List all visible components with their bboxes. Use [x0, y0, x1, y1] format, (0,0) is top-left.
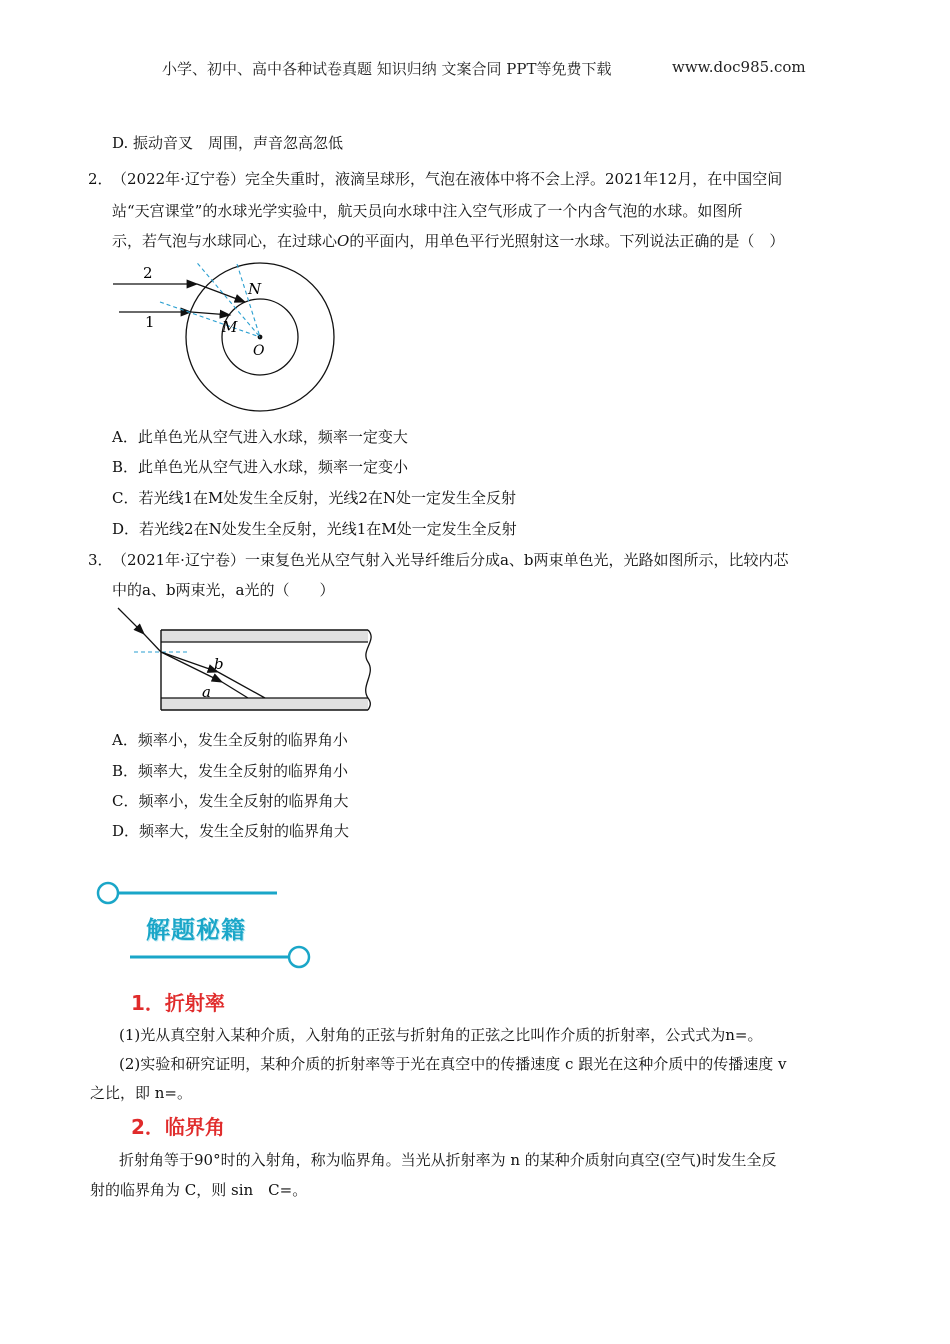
point-n-label: N	[248, 280, 262, 298]
q2-number: 2．	[88, 170, 113, 188]
point-m-label: M	[222, 318, 238, 336]
q2-option-b: B．此单色光从空气进入水球，频率一定变小	[112, 458, 409, 476]
header-left-text: 小学、初中、高中各种试卷真题 知识归纳 文案合同 PPT等免费下载	[162, 60, 612, 78]
q2-line3-b: 的平面内，用单色平行光照射这一水球。下列说法正确的是（ ）	[349, 232, 785, 250]
section2-p1-line2: 射的临界角为 C，则 sin C=。	[90, 1181, 308, 1199]
q3-line2: 中的a、b两束光，a光的（ ）	[112, 581, 335, 599]
q3-option-b: B．频率大，发生全反射的临界角小	[112, 762, 349, 780]
cladding-top	[161, 630, 368, 642]
ray-b-arrow	[161, 652, 218, 672]
ray-a	[222, 682, 248, 698]
point-o-label: O	[253, 343, 265, 359]
q3-option-c: C．频率小，发生全反射的临界角大	[112, 792, 349, 810]
section2-p1-line1: 折射角等于90°时的入射角，称为临界角。当光从折射率为 n 的某种介质射向真空(空气)时发生全反	[119, 1151, 777, 1169]
ray-2-refracted	[197, 284, 245, 302]
section1-p2-line1: (2)实验和研究证明，某种介质的折射率等于光在真空中的传播速度 c 跟光在这种介质中的传播速度 v	[119, 1055, 787, 1073]
section1-title: 1．折射率	[131, 991, 225, 1015]
ray-a-arrow	[161, 652, 222, 682]
q2-option-a: A．此单色光从空气进入水球，频率一定变大	[112, 428, 408, 446]
q2-option-d: D．若光线2在N处发生全反射，光线1在M处一定发生全反射	[112, 520, 517, 538]
q3-option-d: D．频率大，发生全反射的临界角大	[112, 822, 350, 840]
ray-a-label: a	[202, 683, 211, 701]
q2-line3-a: 示，若气泡与水球同心，在过球心	[112, 232, 338, 250]
cladding-bottom	[161, 698, 368, 710]
q2-option-c: C．若光线1在M处发生全反射，光线2在N处一定发生全反射	[112, 489, 517, 507]
q2-line3	[112, 231, 784, 251]
banner-title: 解题秘籍	[146, 916, 246, 944]
ray-2-label: 2	[143, 264, 153, 282]
q3-line1: （2021年·辽宁卷）一束复色光从空气射入光导纤维后分成a、b两束单色光，光路如图所示，比较内芯	[112, 551, 789, 569]
section1-p1: (1)光从真空射入某种介质，入射角的正弦与折射角的正弦之比叫作介质的折射率，公式式为n=。	[119, 1026, 763, 1044]
q3-figure	[110, 606, 380, 720]
ray-b-label: b	[214, 655, 224, 673]
q3-option-a: A．频率小，发生全反射的临界角小	[112, 731, 348, 749]
incident-ray	[118, 608, 144, 634]
q3-number: 3．	[88, 551, 113, 569]
incident-ray-end	[144, 634, 161, 652]
q2-figure	[105, 262, 350, 422]
q2-line3-o: O	[337, 232, 350, 250]
banner-left-circle	[98, 883, 118, 903]
banner-right-circle	[289, 947, 309, 967]
q1-option-d: D. 振动音叉 周围，声音忽高忽低	[112, 134, 344, 152]
q2-line1: （2022年·辽宁卷）完全失重时，液滴呈球形，气泡在液体中将不会上浮。2021年12月，在中国空间	[112, 170, 783, 188]
q2-line2: 站“天宫课堂”的水球光学实验中，航天员向水球中注入空气形成了一个内含气泡的水球。如图所	[112, 202, 743, 220]
section1-p2-line2: 之比，即 n=。	[90, 1084, 192, 1102]
header-url[interactable]: www.doc985.com	[672, 58, 806, 76]
section2-title: 2．临界角	[131, 1115, 225, 1139]
ray-1-label: 1	[145, 313, 155, 331]
